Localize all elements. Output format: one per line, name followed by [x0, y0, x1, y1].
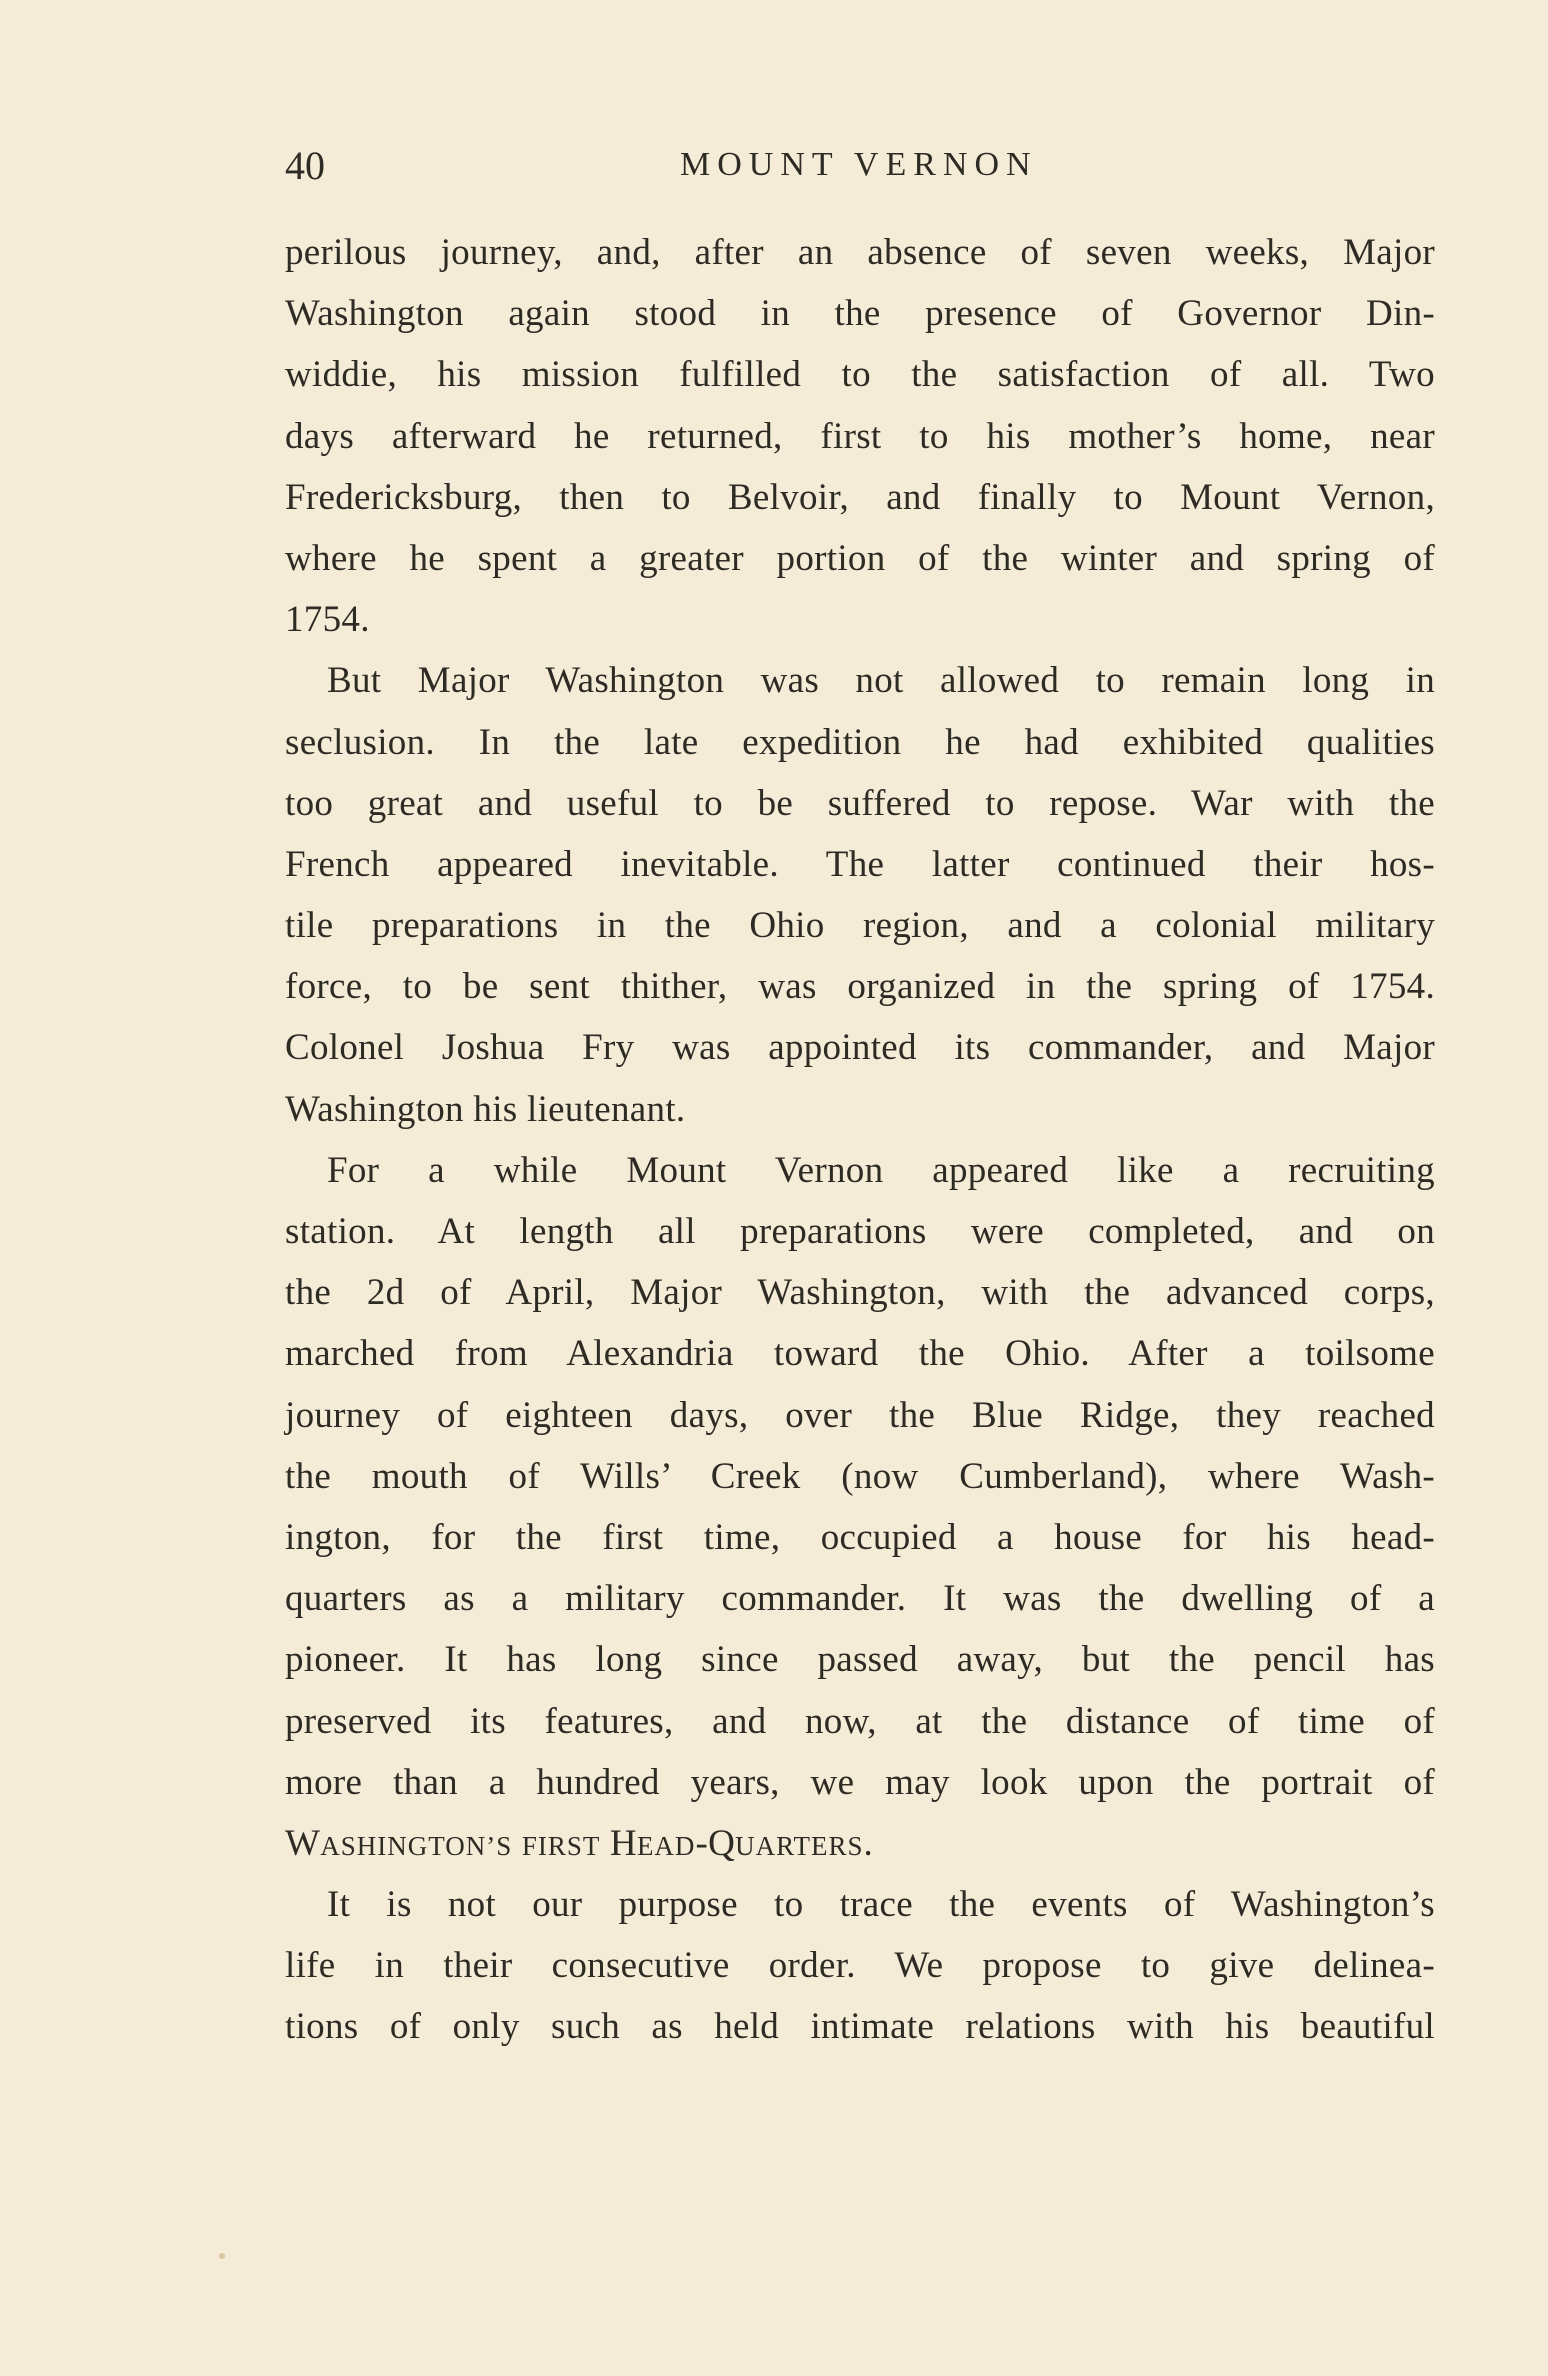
text-line: perilous journey, and, after an absence of seven weeks, Major [285, 232, 1435, 273]
text-line: Washington again stood in the presence of Governor Din- [285, 293, 1435, 335]
text-line: where he spent a greater portion of the winter and spring of [285, 537, 1435, 579]
smallcaps-text: UARTERS [735, 1830, 864, 1861]
smallcaps-initial: W [285, 1822, 321, 1864]
text-line: Fredericksburg, then to Belvoir, and finally to Mount Vernon, [285, 476, 1435, 518]
text-line: tions of only such as held intimate relations with his beautiful [285, 2006, 1435, 2048]
smallcaps-initial: H [609, 1822, 637, 1864]
smallcaps-text: FIRST [521, 1830, 601, 1861]
smallcaps-line [285, 1813, 1435, 1874]
text-line: preserved its features, and now, at the distance of time of [285, 1700, 1435, 1742]
text-line: marched from Alexandria toward the Ohio. After a toilsome [285, 1333, 1435, 1375]
text-line: It is not our purpose to trace the events of Washington’s [327, 1884, 1435, 1926]
text-line: the 2d of April, Major Washington, with the advanced corps, [285, 1272, 1435, 1314]
smallcaps-initial: Q [708, 1822, 736, 1864]
smallcaps-period: . [863, 1822, 874, 1864]
text-line: quarters as a military commander. It was the dwelling of a [285, 1578, 1435, 1620]
smallcaps-dash: - [695, 1822, 709, 1864]
text-line: days afterward he returned, first to his mother’s home, near [285, 415, 1435, 457]
text-line: life in their consecutive order. We propose to give delinea- [285, 1945, 1435, 1987]
text-line: Washington his lieutenant. [285, 1088, 686, 1130]
page-header [285, 142, 1435, 192]
text-line: tile preparations in the Ohio region, and a colonial military [285, 905, 1435, 947]
smallcaps-text: ASHINGTON’S [320, 1830, 513, 1861]
smallcaps-text: EAD [636, 1830, 696, 1861]
text-line: seclusion. In the late expedition he had exhibited qualities [285, 721, 1435, 763]
text-line: French appeared inevitable. The latter continued their hos- [285, 843, 1435, 885]
text-line: station. At length all preparations were completed, and on [285, 1211, 1435, 1252]
text-line: widdie, his mission fulfilled to the satisfaction of all. Two [285, 354, 1435, 396]
running-head: MOUNT VERNON [680, 146, 1038, 183]
text-line: But Major Washington was not allowed to remain long in [327, 660, 1435, 702]
text-line: the mouth of Wills’ Creek (now Cumberland), where Wash- [285, 1455, 1435, 1497]
page-number: 40 [285, 143, 325, 188]
text-line: pioneer. It has long since passed away, but the pencil has [285, 1639, 1435, 1681]
text-line: journey of eighteen days, over the Blue Ridge, they reached [285, 1394, 1435, 1436]
text-line: force, to be sent thither, was organized in the spring of 1754. [285, 966, 1435, 1008]
text-line: 1754. [285, 599, 370, 641]
text-line: For a while Mount Vernon appeared like a recruiting [327, 1149, 1435, 1191]
paper-speck [219, 2253, 225, 2259]
text-line: ington, for the first time, occupied a house for his head- [285, 1516, 1435, 1558]
text-line: Colonel Joshua Fry was appointed its commander, and Major [285, 1027, 1435, 1069]
body-text [285, 222, 1435, 2058]
text-line: more than a hundred years, we may look upon the portrait of [285, 1761, 1435, 1803]
text-line: too great and useful to be suffered to repose. War with the [285, 782, 1435, 824]
